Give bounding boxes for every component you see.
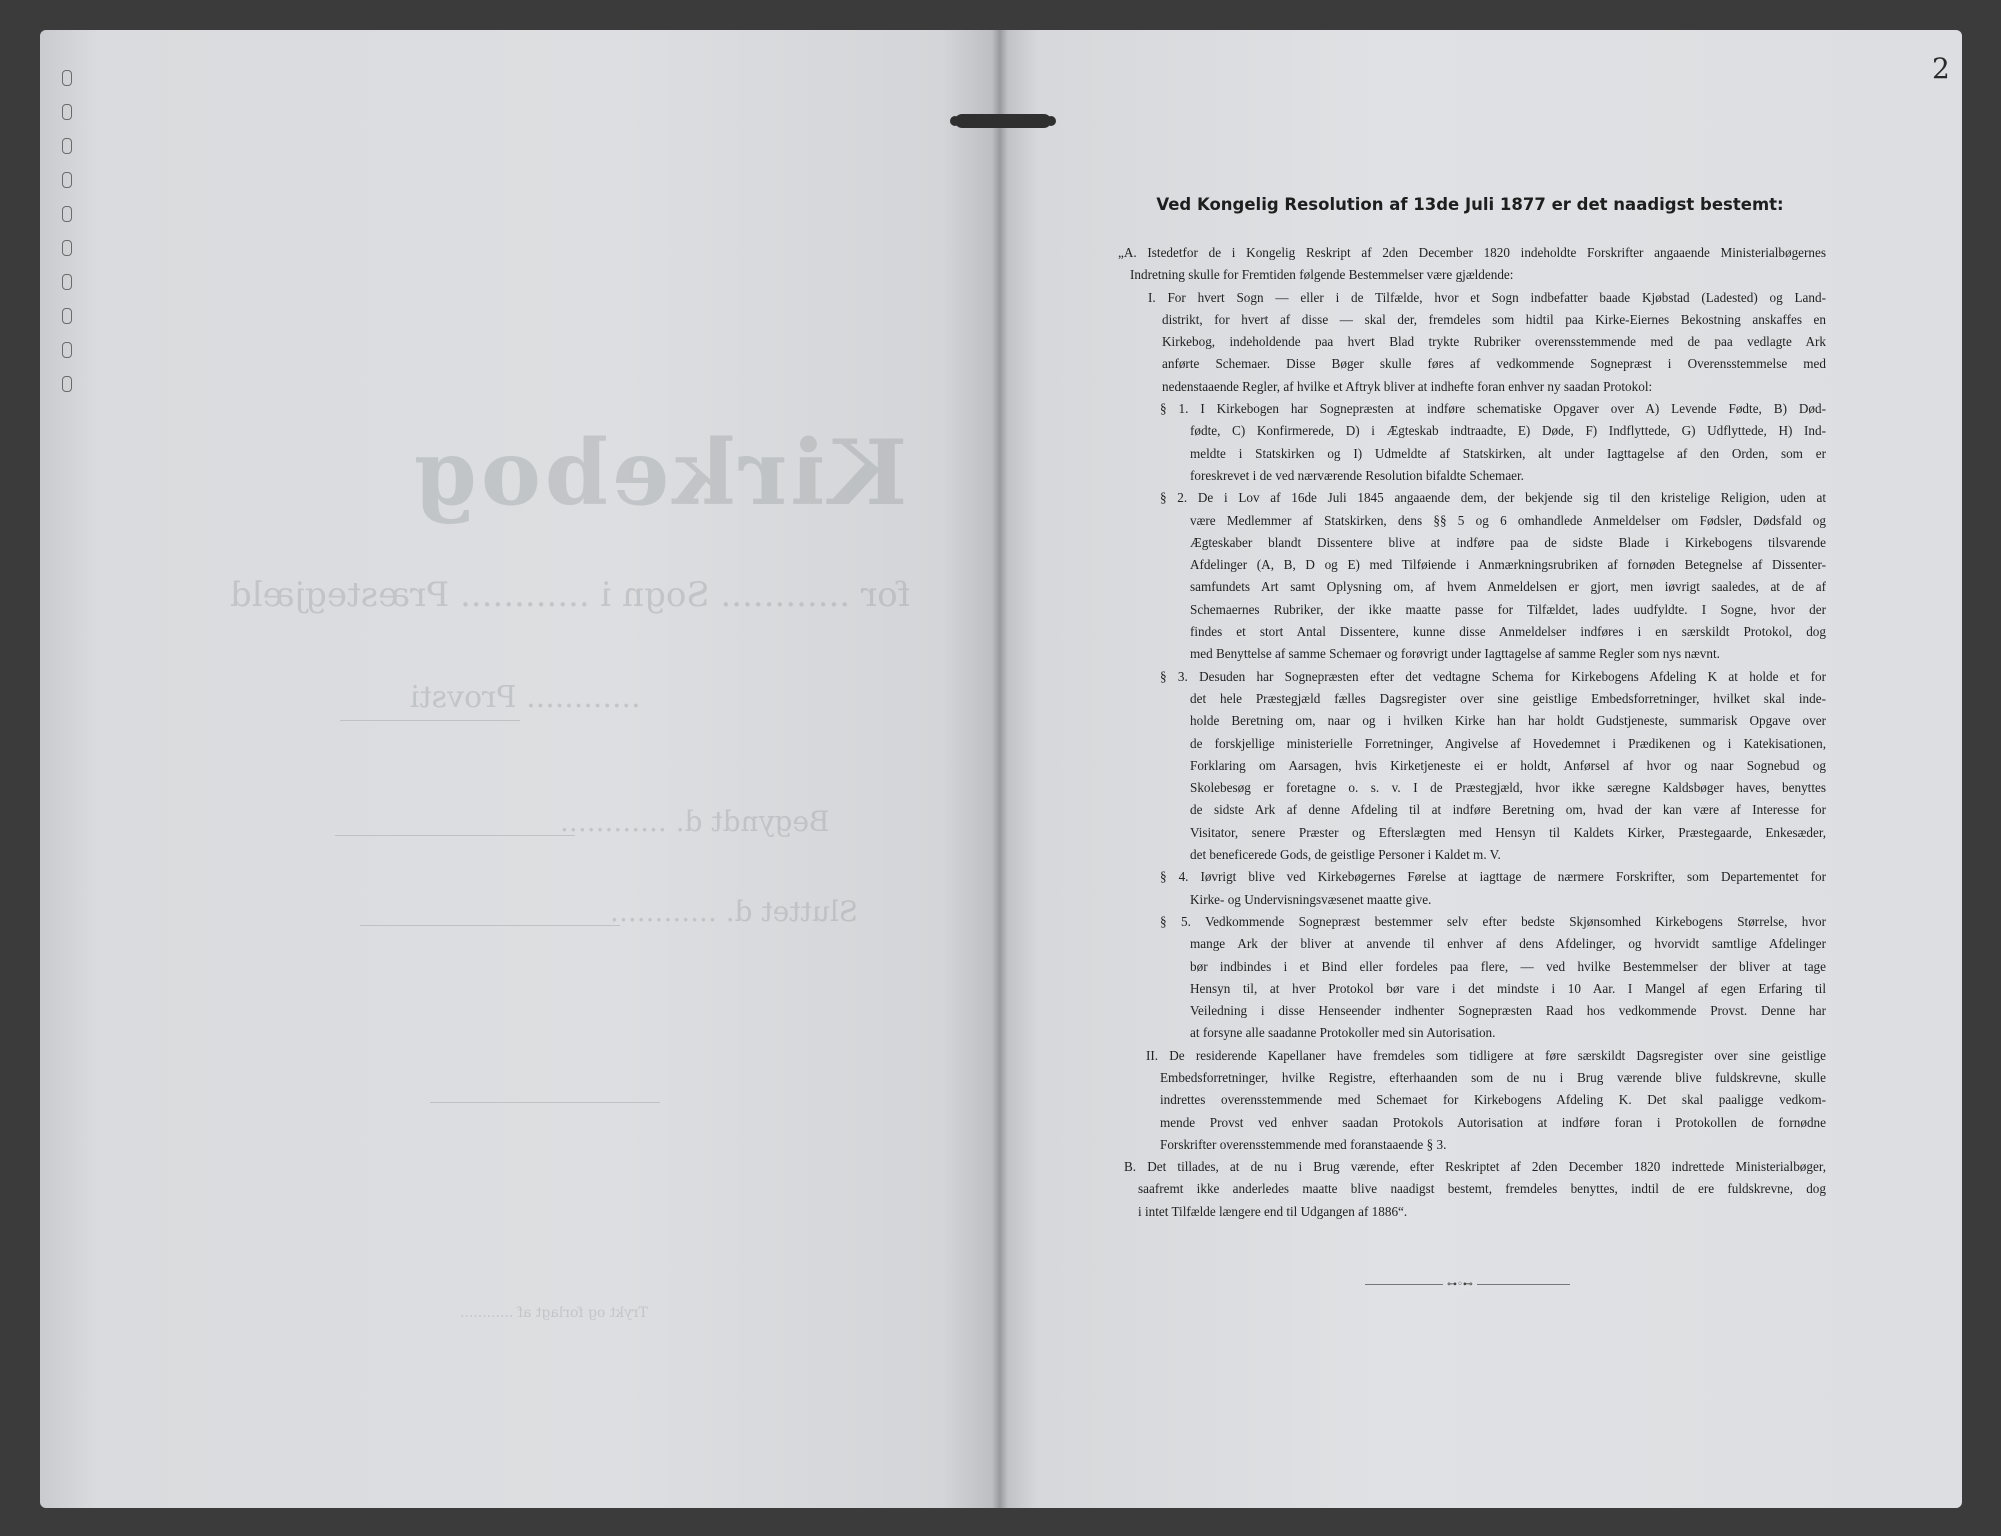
bleed-through-rule (430, 1102, 660, 1103)
document-line: fødte, C) Konfirmerede, D) i Ægteskab indtraadte, E) Døde, F) Indflyttede, G) Udflyttede, H) Ind- (1190, 423, 1826, 439)
document-line: Afdelinger (A, B, D og E) med Tilføiende i Anmærkningsrubriken af fornøden Betegnelse af Dissenter- (1190, 557, 1826, 573)
document-line: saafremt ikke anderledes maatte blive naadigst bestemt, fremdeles benyttes, indtil de ere fuldskrevne, dog (1138, 1181, 1826, 1197)
document-line: det beneficerede Gods, de geistlige Personer i Kaldet m. V. (1190, 847, 1501, 863)
document-line: „A. Istedetfor de i Kongelig Reskript af 2den December 1820 indeholdte Forskrifter angaaende Ministerialbøgernes (1118, 245, 1826, 260)
document-line: findes et stort Antal Dissentere, kunne disse Anmeldelser indføres i en særskildt Protokol, dog (1190, 624, 1826, 640)
document-line: de forskjellige ministerielle Forretninger, Angivelse af Hovedemnet i Prædikenen og i Katekisationen, (1190, 735, 1826, 751)
document-heading: Ved Kongelig Resolution af 13de Juli 1877 er det naadigst bestemt: (1156, 195, 1784, 214)
bleed-through-text: ............ Provsti (410, 680, 641, 715)
document-line: anførte Schemaer. Disse Bøger skulle føres af vedkommende Sognepræst i Overensstemmelse med (1162, 356, 1826, 372)
document-line: meldte i Statskirken og I) Udmeldte af Statskirken, alt under Iagttagelse af den Orden, som er (1190, 445, 1826, 461)
document-line: i intet Tilfælde længere end til Udgangen af 1886“. (1138, 1203, 1408, 1219)
left-page (40, 30, 1000, 1508)
bleed-through-text: Sluttet d. ............ (610, 895, 858, 928)
document-line: mende Provst ved enhver saadan Protokols Autorisation at indføre foran i Protokollen de fornødne (1160, 1114, 1826, 1130)
document-line: distrikt, for hvert af disse — skal der, fremdeles som hidtil paa Kirke-Eiernes Bekostning anskaffes en (1162, 311, 1826, 327)
document-line: § 2. De i Lov af 16de Juli 1845 angaaende dem, der bekjende sig til den kristelige Religion, uden at (1160, 490, 1826, 506)
document-line: Forklaring om Aarsagen, hvis Kirketjeneste ei er holdt, Anførsel af hvor og naar Sognebud og (1190, 757, 1826, 773)
bleed-through-text: for ............ Sogn i ............ Præstegjæld (230, 575, 911, 615)
document-line: § 1. I Kirkebogen har Sognepræsten at indføre schematiske Opgaver over A) Levende Fødte, B) Død- (1160, 401, 1826, 417)
document-line: Schemaernes Rubriker, der ikke maatte passe for Tilfældet, lades uudfyldte. I Sogne, hvor der (1190, 601, 1826, 617)
document-line: at forsyne alle saadanne Protokoller med sin Autorisation. (1190, 1025, 1496, 1041)
end-ornament-icon: ⊶◦⊷ (1365, 1280, 1570, 1290)
document-line: bør indbindes i et Bind eller fordeles paa flere, — ved hvilke Bestemmelser der bliver at tage (1190, 958, 1826, 974)
document-line: § 4. Iøvrigt blive ved Kirkebøgernes Førelse at iagttage de nærmere Forskrifter, som Departementet for (1160, 869, 1826, 885)
document-line: II. De residerende Kapellaner have fremdeles som tidligere at føre særskildt Dagsregister over sine geistlige (1146, 1047, 1826, 1063)
ornament-icon (955, 114, 1051, 128)
bleed-through-rule (340, 720, 520, 721)
page-number: 2 (1932, 52, 1950, 85)
document-line: med Benyttelse af samme Schemaer og forøvrigt under Iagttagelse af samme Regler som nys nævnt. (1190, 646, 1720, 662)
binding-holes (62, 70, 72, 490)
document-line: Kirkebog, indeholdende paa hvert Blad trykte Rubriker overensstemmende med de paa vedlagte Ark (1162, 334, 1826, 350)
document-line: Skolebesøg er foretagne o. s. v. I de Præstegjæld, hvor ikke særegne Kaldsbøger haves, benyttes (1190, 780, 1826, 796)
bleed-through-text: Trykt og forlagt af ............ (460, 1305, 648, 1321)
document-line: Forskrifter overensstemmende med foranstaaende § 3. (1160, 1136, 1447, 1152)
document-line: Kirke- og Undervisningsvæsenet maatte give. (1190, 891, 1432, 907)
document-line: I. For hvert Sogn — eller i de Tilfælde, hvor et Sogn indbefatter baade Kjøbstad (Ladested) og Land- (1148, 289, 1826, 305)
document-line: holde Beretning om, naar og i hvilken Kirke han har holdt Gudstjeneste, summarisk Opgave over (1190, 713, 1826, 729)
document-line: Hensyn til, at hver Protokol bør vare i det mindste i 10 Aar. I Mangel af egen Erfaring til (1190, 980, 1826, 996)
document-line: § 5. Vedkommende Sognepræst bestemmer selv efter bedste Skjønsomhed Kirkebogens Størrelse, hvor (1160, 913, 1826, 929)
document-line: Embedsforretninger, hvilke Registre, efterhaanden som de nu i Brug værende blive fuldskrevne, skulle (1160, 1069, 1826, 1085)
document-line: Indretning skulle for Fremtiden følgende Bestemmelser være gjældende: (1130, 267, 1514, 283)
bleed-through-title: Kirkebog (410, 420, 908, 526)
document-line: Veiledning i disse Henseender indhenter Sognepræsten Raad hos vedkommende Provst. Denne har (1190, 1003, 1826, 1019)
bleed-through-rule (335, 835, 575, 836)
document-line: det hele Præstegjæld fælles Dagsregister over sine geistlige Embedsforretninger, hvilket skal inde- (1190, 690, 1826, 706)
document-line: mange Ark der bliver at anvende til enhver af dens Afdelinger, og hvorvidt samtlige Afdelinger (1190, 936, 1826, 952)
document-line: være Medlemmer af Statskirken, dens §§ 5 og 6 omhandlede Anmeldelser om Fødsler, Dødsfald og (1190, 512, 1826, 528)
document-line: indrettes overensstemmende med Schemaet for Kirkebogens Afdeling K. Det skal paaligge vedkom- (1160, 1092, 1826, 1108)
document-line: Visitator, senere Præster og Efterslægten med Hensyn til Kaldets Kirker, Præstegaarde, Enkesæder, (1190, 824, 1826, 840)
document-line: B. Det tillades, at de nu i Brug værende, efter Reskriptet af 2den December 1820 indrettede Ministerialbøger, (1124, 1159, 1826, 1175)
document-line: de sidste Ark af denne Afdeling til at indføre Beretning om, hvad der kan være af Interesse for (1190, 802, 1826, 818)
document-line: § 3. Desuden har Sognepræsten efter det vedtagne Schema for Kirkebogens Afdeling K at holde et for (1160, 668, 1826, 684)
book-gutter (992, 30, 1008, 1508)
bleed-through-text: Begyndt d. ............ (560, 805, 830, 838)
bleed-through-rule (360, 925, 620, 926)
document-line: foreskrevet i de ved nærværende Resolution bifaldte Schemaer. (1190, 467, 1524, 483)
document-body (1118, 242, 1826, 1223)
document-line: Ægteskaber blandt Dissentere blive at indføre paa de sidste Blade i Kirkebogens tilsvarende (1190, 534, 1826, 550)
document-line: nedenstaaende Regler, af hvilke et Aftryk bliver at indhefte foran enhver ny saadan Protokol: (1162, 378, 1653, 394)
document-line: samfundets Art samt Oplysning om, af hvem Anmeldelsen er gjort, men iøvrigt saaledes, at de af (1190, 579, 1826, 595)
